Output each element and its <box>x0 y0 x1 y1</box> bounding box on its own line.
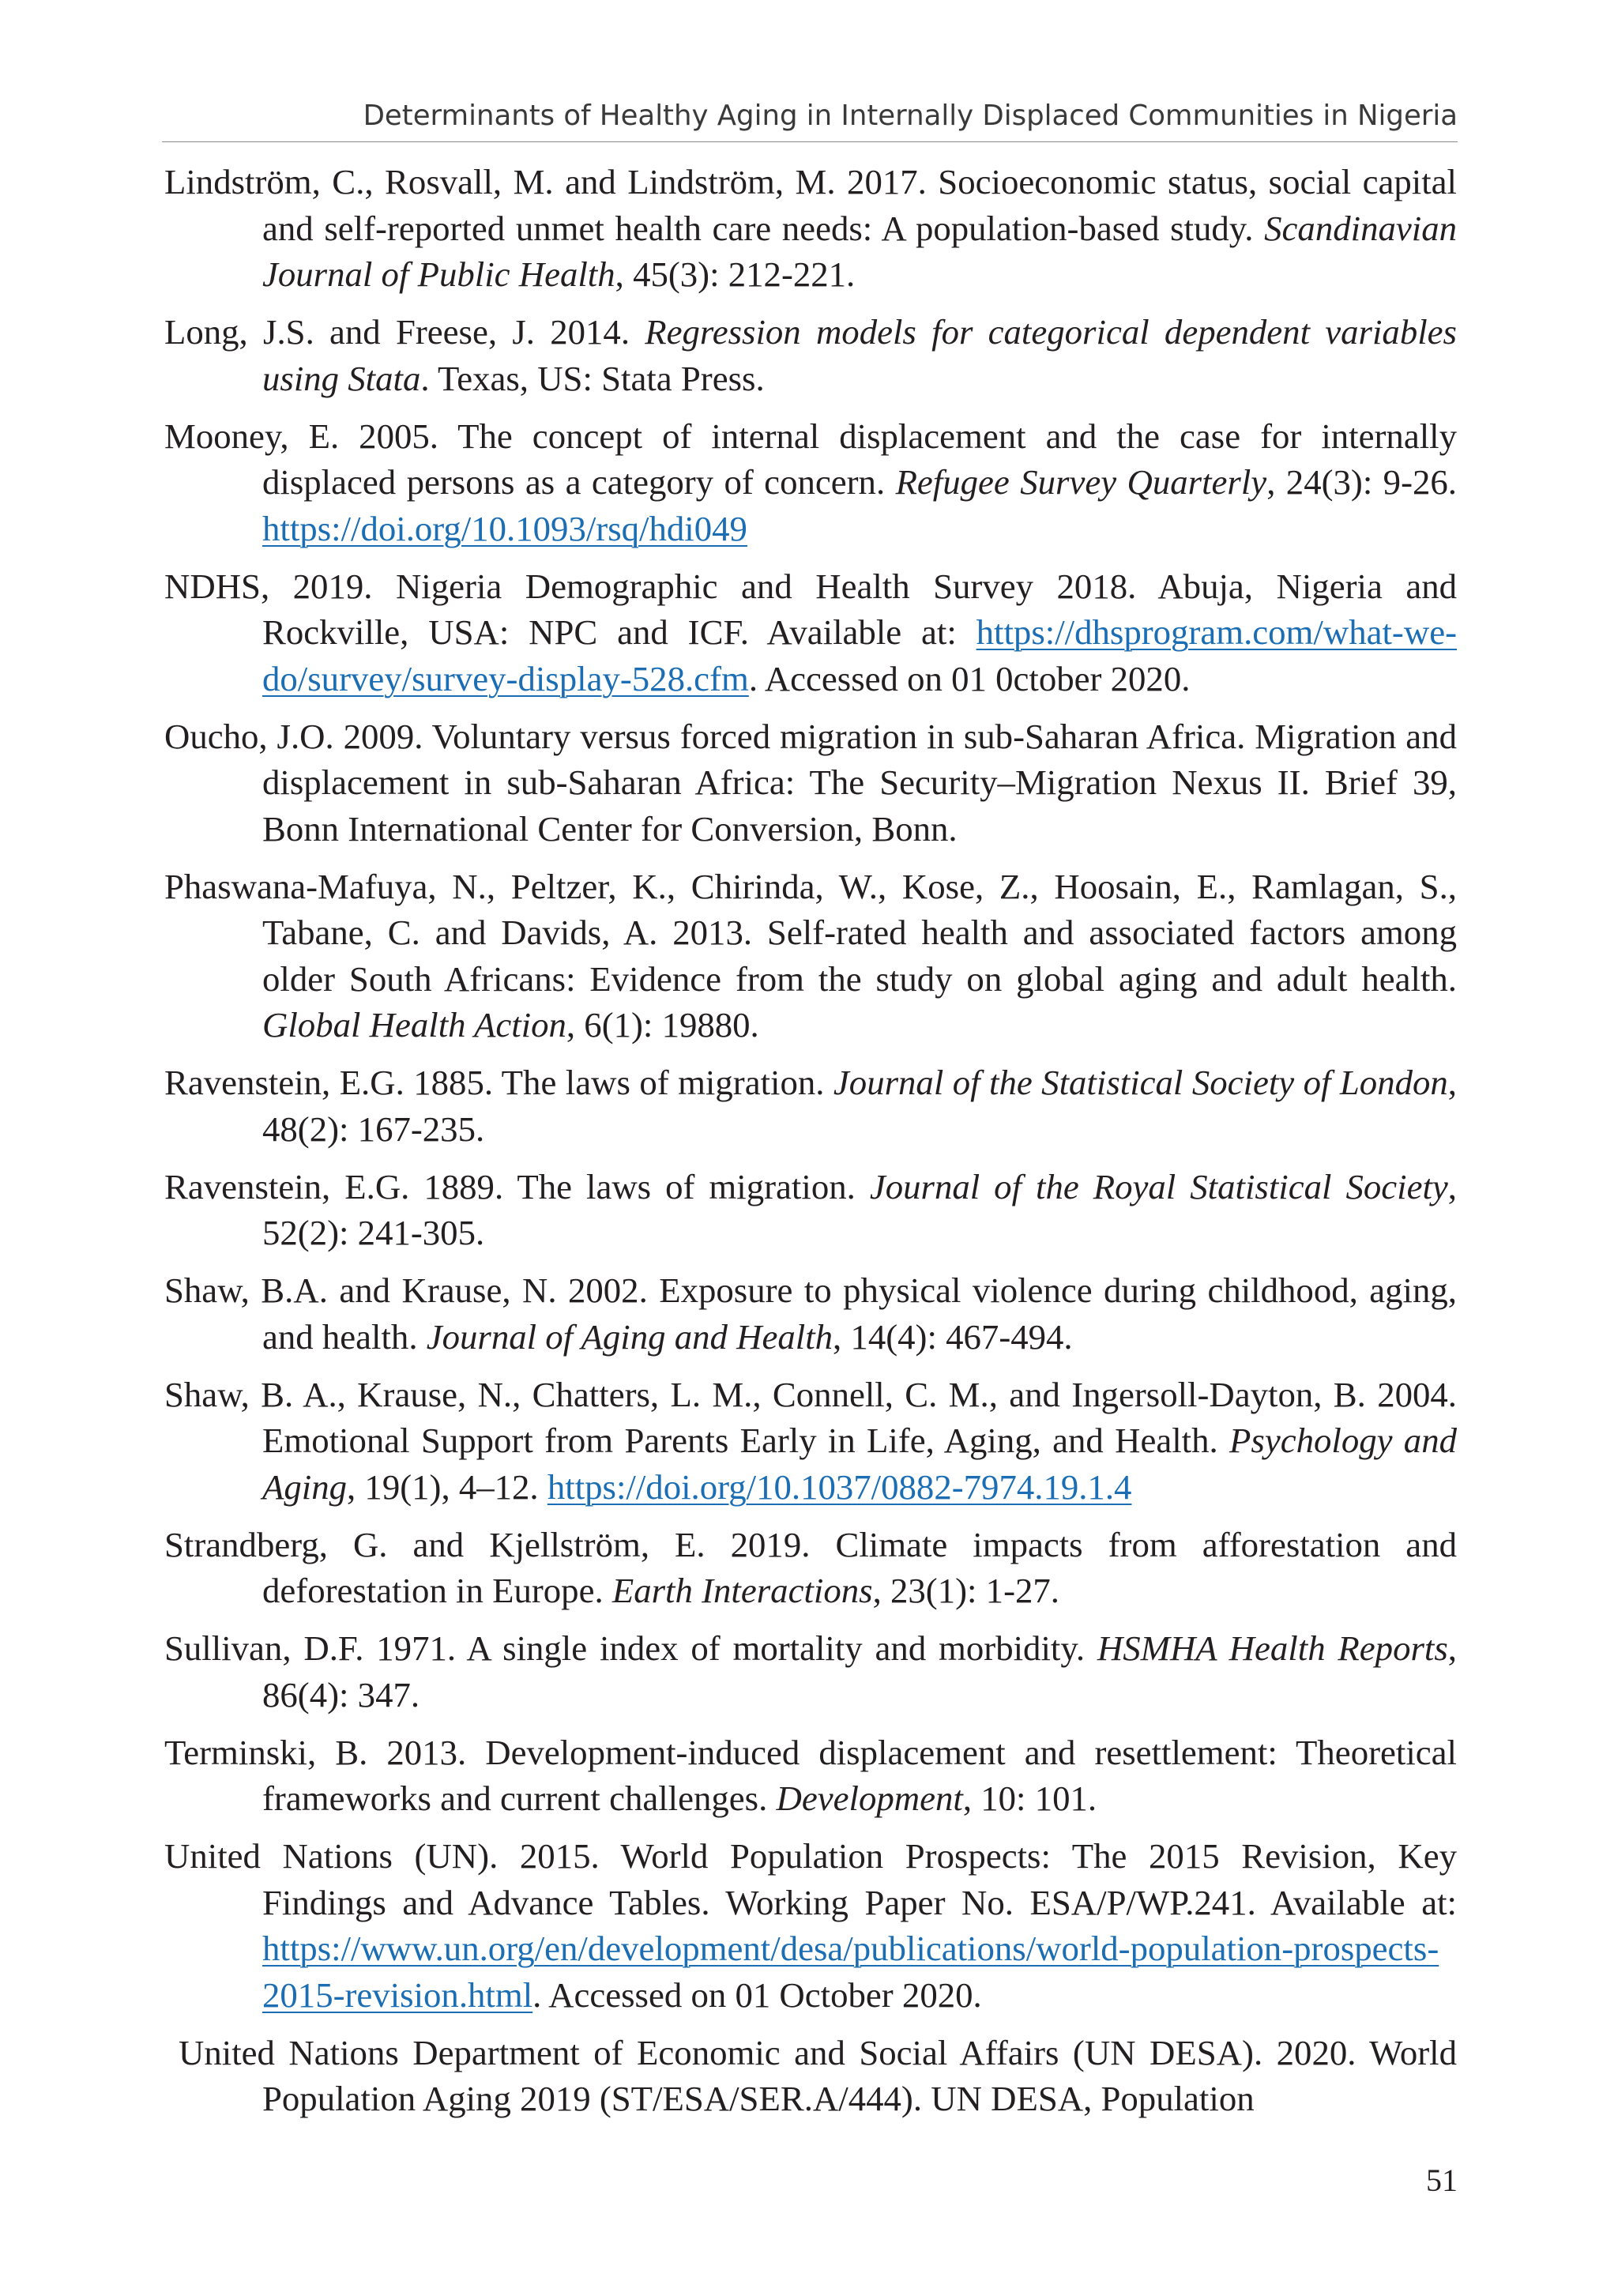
reference-text: Lindström, C., Rosvall, M. and Lindström, M. 2017. Socioeconomic status, social capital and self-reported unmet health care needs: A population-based study. <box>164 162 1457 248</box>
reference-sullivan-1971 <box>164 1625 1457 1718</box>
reference-ndhs-2019 <box>164 563 1457 702</box>
reference-long-2014 <box>164 309 1457 401</box>
reference-citation: , 6(1): 19880. <box>566 1005 759 1044</box>
reference-text: Ravenstein, E.G. 1885. The laws of migration. <box>164 1063 833 1102</box>
reference-text: Phaswana-Mafuya, N., Peltzer, K., Chirinda, W., Kose, Z., Hoosain, E., Ramlagan, S., Tabane, C. and Davids, A. 2013. Self-rated health and associated factors among older South Africans: Evidence from the study on global aging and adult health. <box>164 866 1457 999</box>
reference-ravenstein-1889 <box>164 1164 1457 1256</box>
un-publications-link[interactable]: https://www.un.org/en/development/desa/publications/world-population-prospects-2015-revision.html <box>262 1929 1439 2015</box>
reference-citation: , 52(2): 241-305. <box>262 1166 1457 1252</box>
reference-citation: , 24(3): 9-26. <box>1266 462 1457 502</box>
reference-access-note: . Accessed on 01 0ctober 2020. <box>748 658 1191 698</box>
doi-link[interactable]: https://doi.org/10.1037/0882-7974.19.1.4 <box>547 1466 1132 1507</box>
reference-citation: , 23(1): 1-27. <box>872 1571 1059 1610</box>
reference-citation: , 10: 101. <box>962 1778 1097 1818</box>
reference-journal-title: Journal of the Statistical Society of London <box>833 1063 1448 1102</box>
doi-link[interactable]: https://doi.org/10.1093/rsq/hdi049 <box>262 508 747 548</box>
reference-citation: . Texas, US: Stata Press. <box>420 358 765 398</box>
dhs-program-link[interactable]: https://dhsprogram.com/what-we-do/survey/survey-display-528.cfm <box>262 612 1457 698</box>
reference-text: Mooney, E. 2005. The concept of internal displacement and the case for internally displaced persons as a category of concern. <box>164 416 1457 502</box>
reference-list <box>164 159 1457 2133</box>
reference-text: Ravenstein, E.G. 1889. The laws of migration. <box>164 1166 870 1206</box>
reference-oucho-2009 <box>164 713 1457 853</box>
running-header-title: Determinants of Healthy Aging in Internally Displaced Communities in Nigeria <box>363 100 1458 132</box>
reference-book-title: Regression models for categorical dependent variables using Stata <box>262 312 1457 398</box>
reference-journal-title: Journal of the Royal Statistical Society <box>869 1166 1448 1206</box>
reference-text: United Nations (UN). 2015. World Population Prospects: The 2015 Revision, Key Findings and Advance Tables. Working Paper No. ESA/P/WP.241. Available at: <box>164 1836 1457 1922</box>
reference-text: NDHS, 2019. Nigeria Demographic and Health Survey 2018. Abuja, Nigeria and Rockville, USA: NPC and ICF. Available at: <box>164 566 1457 652</box>
header-divider <box>162 141 1458 142</box>
reference-text: Long, J.S. and Freese, J. 2014. <box>164 312 645 352</box>
reference-strandberg-2019 <box>164 1522 1457 1614</box>
reference-ravenstein-1885 <box>164 1060 1457 1152</box>
reference-text: Shaw, B. A., Krause, N., Chatters, L. M., Connell, C. M., and Ingersoll-Dayton, B. 2004. Emotional Support from Parents Early in Life, Aging, and Health. <box>164 1374 1457 1460</box>
reference-journal-title: Journal of Aging and Health <box>426 1316 833 1357</box>
reference-journal-title: Global Health Action <box>262 1005 566 1044</box>
reference-text: United Nations Department of Economic and Social Affairs (UN DESA). 2020. World Population Aging 2019 (ST/ESA/SER.A/444). UN DESA, Population <box>179 2032 1457 2118</box>
reference-phaswana-mafuya-2013 <box>164 864 1457 1048</box>
reference-citation: , 86(4): 347. <box>262 1628 1457 1714</box>
reference-un-2015 <box>164 1833 1457 2018</box>
reference-shaw-krause-2002 <box>164 1267 1457 1360</box>
reference-text: Shaw, B.A. and Krause, N. 2002. Exposure to physical violence during childhood, aging, and health. <box>164 1270 1457 1357</box>
reference-citation: , 45(3): 212-221. <box>615 254 856 294</box>
reference-citation: , 48(2): 167-235. <box>262 1063 1457 1149</box>
reference-shaw-2004 <box>164 1372 1457 1511</box>
reference-un-desa-2020 <box>179 2030 1457 2122</box>
reference-terminski-2013 <box>164 1730 1457 1822</box>
reference-journal-title: Refugee Survey Quarterly <box>895 462 1267 502</box>
reference-lindstrom-2017 <box>164 159 1457 298</box>
page-number: 51 <box>1426 2162 1458 2198</box>
reference-journal-title: HSMHA Health Reports <box>1097 1628 1448 1668</box>
reference-journal-title: Psychology and Aging <box>262 1421 1457 1507</box>
reference-text: Oucho, J.O. 2009. Voluntary versus forced migration in sub-Saharan Africa. Migration and displacement in sub-Saharan Africa: The Security–Migration Nexus II. Brief 39, Bonn International Center for Conversion, Bonn. <box>164 716 1457 849</box>
reference-mooney-2005 <box>164 413 1457 552</box>
reference-access-note: . Accessed on 01 October 2020. <box>532 1974 982 2015</box>
reference-journal-title: Development <box>776 1778 963 1818</box>
reference-citation: , 19(1), 4–12. <box>347 1466 547 1507</box>
reference-journal-title: Scandinavian Journal of Public Health <box>262 208 1457 294</box>
reference-journal-title: Earth Interactions <box>611 1571 873 1610</box>
reference-citation: , 14(4): 467-494. <box>833 1316 1073 1357</box>
reference-text: Terminski, B. 2013. Development-induced displacement and resettlement: Theoretical frameworks and current challenges. <box>164 1732 1457 1818</box>
reference-text: Sullivan, D.F. 1971. A single index of mortality and morbidity. <box>164 1628 1097 1668</box>
reference-text: Strandberg, G. and Kjellström, E. 2019. Climate impacts from afforestation and deforestation in Europe. <box>164 1524 1457 1610</box>
